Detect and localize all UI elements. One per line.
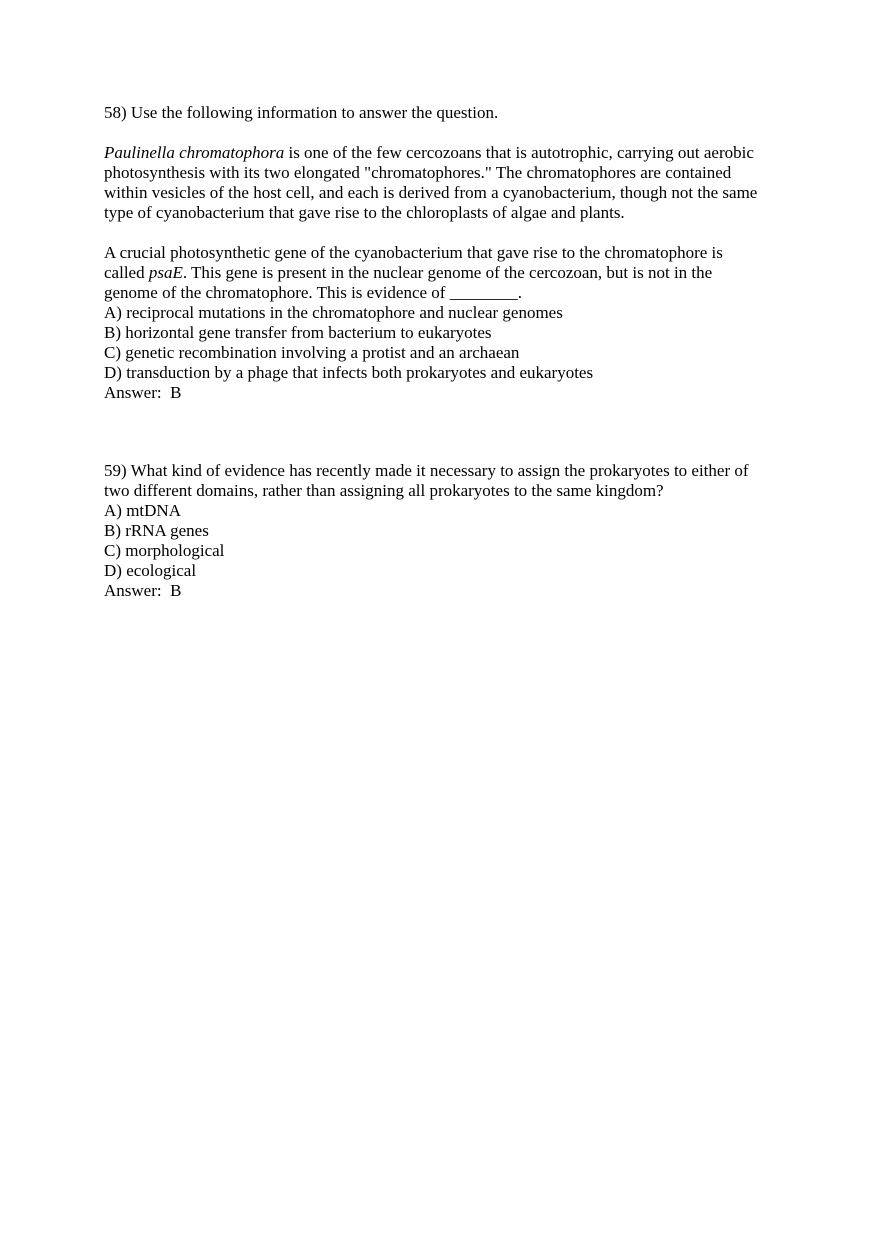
passage-line: within vesicles of the host cell, and each is derived from a cyanobacterium, though not the same [104, 183, 758, 202]
question-58-body [104, 243, 784, 403]
stem-text: called [104, 263, 149, 282]
question-stem-line: 59) What kind of evidence has recently made it necessary to assign the prokaryotes to either of [104, 461, 749, 480]
answer-key: Answer: B [104, 581, 182, 600]
question-stem-line: A crucial photosynthetic gene of the cyanobacterium that gave rise to the chromatophore is [104, 243, 723, 262]
stem-text: . This gene is present in the nuclear genome of the cercozoan, but is not in the [182, 263, 713, 282]
gene-name: psaE [148, 263, 183, 282]
answer-option-a: A) mtDNA [104, 501, 181, 520]
question-stem-line: two different domains, rather than assigning all prokaryotes to the same kingdom? [104, 481, 664, 500]
answer-key: Answer: B [104, 383, 182, 402]
answer-option-b: B) rRNA genes [104, 521, 209, 540]
passage-line-text: is one of the few cercozoans that is autotrophic, carrying out aerobic [284, 143, 754, 162]
passage-line: type of cyanobacterium that gave rise to the chloroplasts of algae and plants. [104, 203, 625, 222]
answer-option-b: B) horizontal gene transfer from bacterium to eukaryotes [104, 323, 492, 342]
question-58-intro [104, 103, 784, 123]
passage-line [104, 143, 784, 163]
answer-option-c: C) morphological [104, 541, 225, 560]
answer-option-d: D) ecological [104, 561, 197, 580]
question-58-passage [104, 143, 784, 223]
question-58-intro-text: 58) Use the following information to answer the question. [104, 103, 499, 122]
answer-option-d: D) transduction by a phage that infects both prokaryotes and eukaryotes [104, 363, 594, 382]
question-stem-line [104, 263, 784, 283]
answer-option-c: C) genetic recombination involving a protist and an archaean [104, 343, 520, 362]
species-name: Paulinella chromatophora [104, 143, 285, 162]
question-59 [104, 461, 784, 601]
passage-line: photosynthesis with its two elongated "chromatophores." The chromatophores are contained [104, 163, 732, 182]
question-stem-line: genome of the chromatophore. This is evidence of ________. [104, 283, 522, 302]
answer-option-a: A) reciprocal mutations in the chromatophore and nuclear genomes [104, 303, 563, 322]
